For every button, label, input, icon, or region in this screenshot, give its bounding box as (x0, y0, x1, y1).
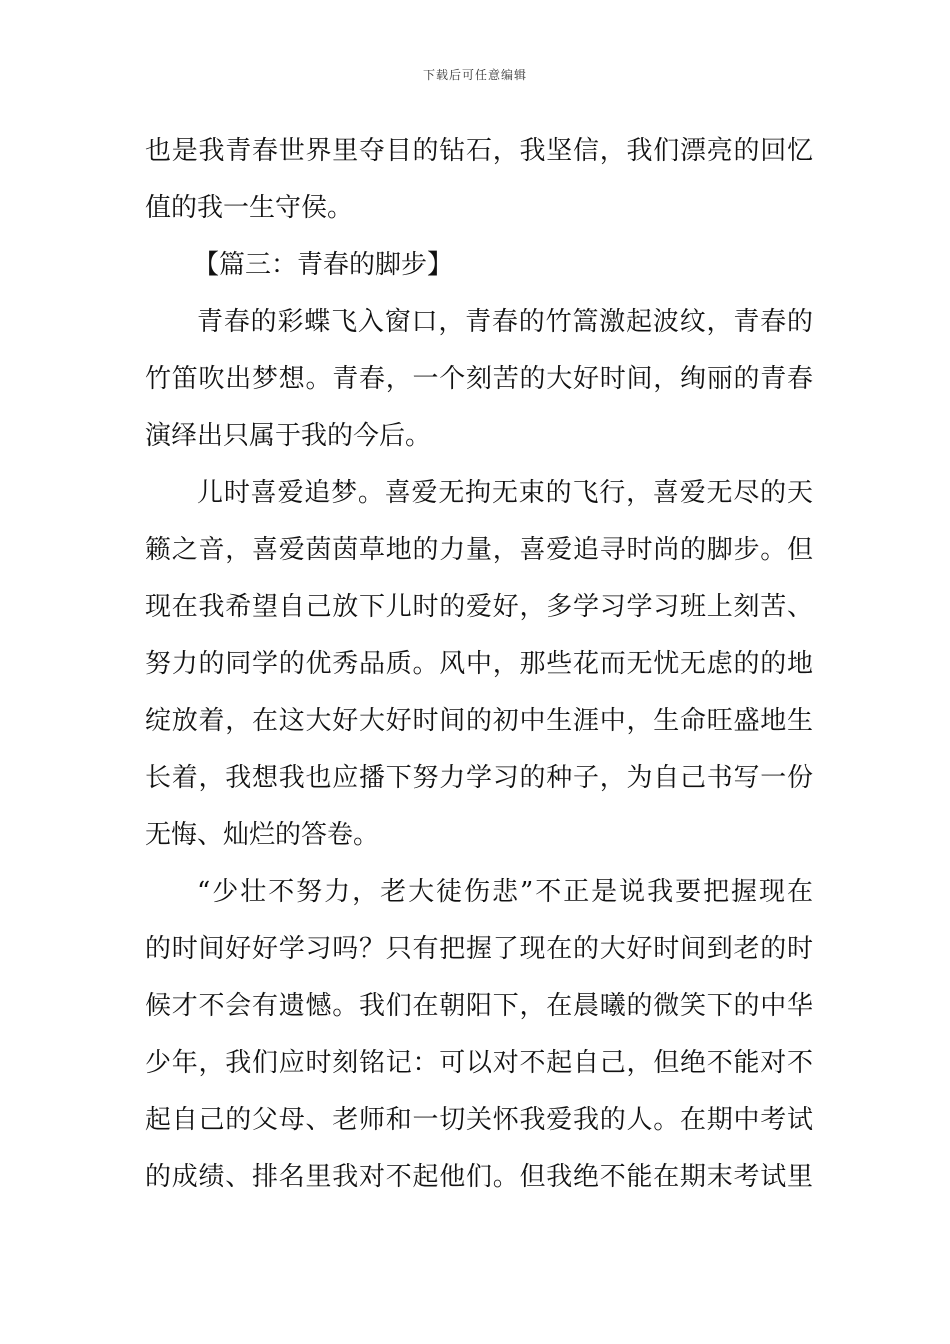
text-line: 的时间好好学习吗？只有把握了现在的大好时间到老的时 (145, 934, 813, 964)
text-line: 努力的同学的优秀品质。风中，那些花而无忧无虑的的地 (145, 649, 813, 679)
page-header-note: 下载后可任意编辑 (422, 68, 527, 82)
text-line: 的成绩、排名里我对不起他们。但我绝不能在期末考试里 (145, 1162, 813, 1192)
text-line: 起自己的父母、老师和一切关怀我爱我的人。在期中考试 (145, 1105, 813, 1135)
text-line: 籁之音，喜爱茵茵草地的力量，喜爱追寻时尚的脚步。但 (145, 535, 813, 565)
text-line: 儿时喜爱追梦。喜爱无拘无束的飞行，喜爱无尽的天 (197, 478, 813, 508)
text-line: 长着，我想我也应播下努力学习的种子，为自己书写一份 (145, 763, 813, 793)
text-line: 也是我青春世界里夺目的钻石，我坚信，我们漂亮的回忆 (145, 136, 813, 166)
text-line: 演绎出只属于我的今后。 (145, 421, 432, 451)
text-line: 候才不会有遗憾。我们在朝阳下，在晨曦的微笑下的中华 (145, 991, 813, 1021)
section-heading: 【篇三：青春的脚步】 (193, 250, 454, 280)
text-line: 值的我一生守侯。 (145, 193, 354, 223)
document-body (145, 123, 813, 1206)
text-line: 无悔、灿烂的答卷。 (145, 820, 380, 850)
text-line: 绽放着，在这大好大好时间的初中生涯中，生命旺盛地生 (145, 706, 813, 736)
text-line: 竹笛吹出梦想。青春，一个刻苦的大好时间，绚丽的青春 (145, 364, 813, 394)
text-line: 少年，我们应时刻铭记：可以对不起自己，但绝不能对不 (145, 1048, 813, 1078)
text-line: 现在我希望自己放下儿时的爱好，多学习学习班上刻苦、 (145, 592, 813, 622)
text-line: “少壮不努力，老大徒伤悲”不正是说我要把握现在 (197, 877, 813, 907)
text-line: 青春的彩蝶飞入窗口，青春的竹篙激起波纹，青春的 (197, 307, 813, 337)
